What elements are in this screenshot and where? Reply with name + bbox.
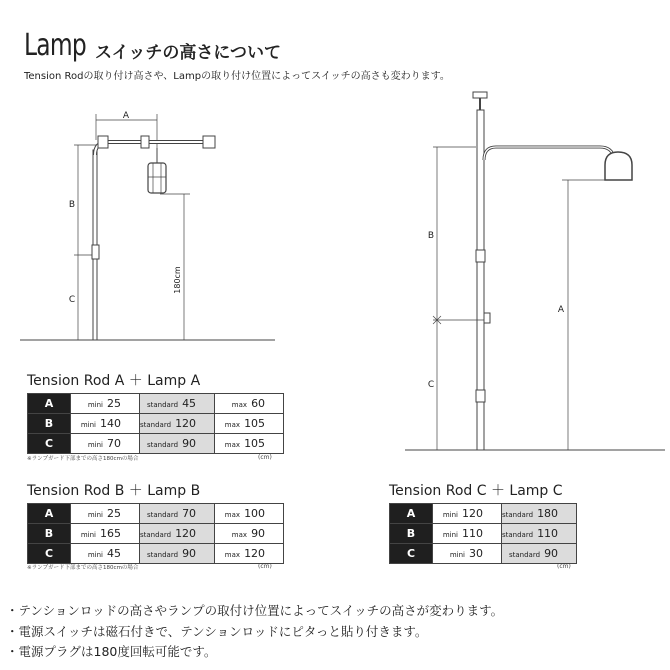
subtitle: Tension Rodの取り付け高さや、Lampの取り付け位置によってスイッチの高さも変わります。 [24, 71, 450, 82]
row-key: B [28, 414, 71, 434]
row-key: A [28, 504, 71, 524]
arm-joint-left [98, 136, 108, 148]
table1-title: Tension Rod A ＋ Lamp A [27, 373, 201, 389]
switch-c [484, 313, 490, 323]
table1-unit: (cm) [258, 454, 272, 461]
switch [92, 245, 99, 259]
dim-b-label: B [68, 200, 76, 210]
notes-list [6, 601, 503, 663]
dim-c-label: C [68, 295, 76, 305]
table2 [27, 503, 284, 564]
title-latin: Lamp [24, 28, 86, 63]
table1 [27, 393, 284, 454]
dim-a-label: A [122, 111, 130, 121]
dim-b-label-c: B [427, 231, 435, 241]
row-key: A [390, 504, 433, 524]
row-key: C [28, 434, 71, 454]
dome-lamp [605, 152, 632, 180]
table2-unit: (cm) [258, 563, 272, 570]
table1-note: ※ランプガード下部までの高さ180cmの場合 [27, 456, 139, 462]
diagram-right [400, 80, 670, 460]
arm-joint-mid [141, 136, 149, 148]
table3 [389, 503, 577, 564]
title-jp: スイッチの高さについて [95, 43, 281, 63]
dim-a-label-c: A [557, 305, 565, 315]
table-row: C mini 70 standard 90 max 105 [28, 434, 284, 454]
table-row: B mini 110 standard 110 [390, 524, 577, 544]
note-item: ・電源プラグは180度回転可能です。 [6, 644, 217, 659]
table3-title: Tension Rod C ＋ Lamp C [389, 483, 563, 499]
table-row: C mini 30 standard 90 [390, 544, 577, 564]
diagram-left [0, 95, 300, 355]
arm-joint-right [203, 136, 215, 148]
row-key: C [28, 544, 71, 564]
height-180-label: 180cm [173, 266, 182, 294]
note-item: ・電源スイッチは磁石付きで、テンションロッドにピタっと貼り付きます。 [6, 623, 428, 639]
rod-cap-top [473, 92, 487, 98]
row-key: B [28, 524, 71, 544]
table-row: C mini 45 standard 90 max 120 [28, 544, 284, 564]
table-row: B mini 140 standard 120 max 105 [28, 414, 284, 434]
table-row: A mini 25 standard 45 max 60 [28, 394, 284, 414]
row-key: B [390, 524, 433, 544]
note-item: ・テンションロッドの高さやランプの取付け位置によってスイッチの高さが変わります。 [6, 603, 504, 618]
row-key: A [28, 394, 71, 414]
dim-c-label-c: C [427, 380, 435, 390]
table2-note: ※ランプガード下部までの高さ180cmの場合 [27, 565, 139, 571]
table3-unit: (cm) [557, 563, 571, 570]
table-row: B mini 165 standard 120 max 90 [28, 524, 284, 544]
row-key: C [390, 544, 433, 564]
lamp-cage [148, 163, 166, 193]
table-row: A mini 120 standard 180 [390, 504, 577, 524]
table2-title: Tension Rod B ＋ Lamp B [27, 483, 201, 499]
table-row: A mini 25 standard 70 max 100 [28, 504, 284, 524]
